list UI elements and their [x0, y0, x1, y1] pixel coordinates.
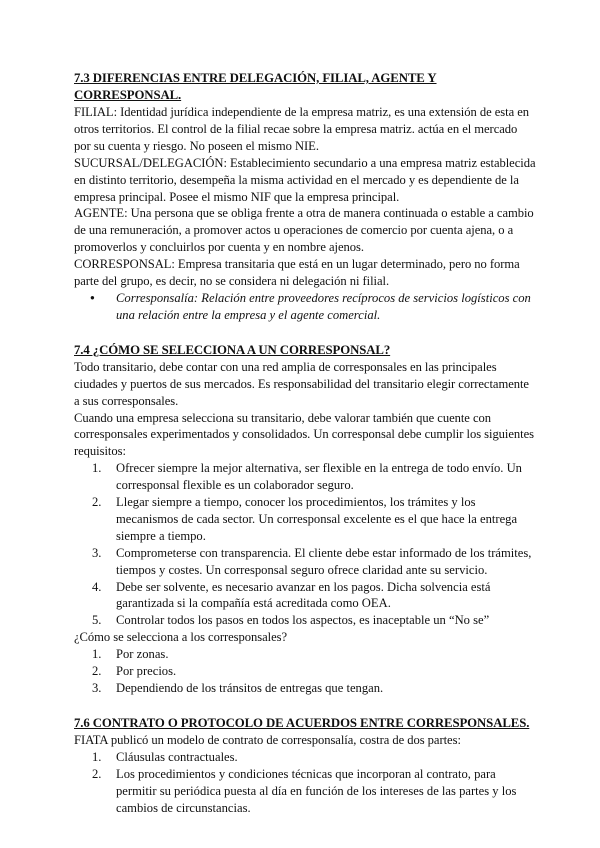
section-heading: 7.3 DIFERENCIAS ENTRE DELEGACIÓN, FILIAL, AGENTE Y CORRESPONSAL.	[74, 71, 437, 102]
section-7-6	[74, 715, 536, 817]
selection-question: ¿Cómo se selecciona a los corresponsales?	[74, 630, 288, 645]
list-item-text: Llegar siempre a tiempo, conocer los procedimientos, los trámites y los mecanismos de cada sector. Un corresponsal excelente es el que hace la entrega siempre a tiempo.	[116, 495, 518, 543]
section-heading: 7.6 CONTRATO O PROTOCOLO DE ACUERDOS ENTRE CORRESPONSALES.	[74, 715, 530, 730]
selection-list	[74, 646, 536, 697]
list-item-text: Cláusulas contractuales.	[116, 749, 238, 764]
list-item-text: Dependiendo de los tránsitos de entregas que tengan.	[116, 681, 384, 695]
list-number: 3.	[92, 545, 102, 560]
list-number: 2.	[92, 766, 102, 781]
section-heading: 7.4 ¿CÓMO SE SELECCIONA A UN CORRESPONSAL?	[74, 342, 391, 357]
list-number: 5.	[92, 613, 102, 628]
list-item	[92, 749, 536, 766]
list-number: 1.	[92, 647, 102, 662]
paragraph-corresponsal: CORRESPONSAL: Empresa transitaria que está en un lugar determinado, pero no forma parte del grupo, es decir, no se considera ni delegación ni filial.	[74, 257, 520, 289]
requirements-list	[74, 460, 536, 629]
list-item-text: Por precios.	[116, 664, 177, 679]
list-item	[92, 680, 536, 697]
list-item	[92, 646, 536, 663]
paragraph-intro: Todo transitario, debe contar con una red amplia de corresponsales en las principales ciudades y puertos de sus mercados. Es responsabilidad del transitario elegir correctamente a sus corresponsales.	[74, 359, 529, 408]
list-item-text: Los procedimientos y condiciones técnicas que incorporan al contrato, para permitir su periódica puesta al día en función de los intereses de las partes y los cambios de circunstancias.	[116, 766, 517, 815]
list-item-text: Comprometerse con transparencia. El cliente debe estar informado de los trámites, tiempos y costes. Un corresponsal seguro ofrece claridad ante su servicio.	[116, 545, 532, 577]
list-number: 2.	[92, 664, 102, 679]
bullet-item-corresponsalia: ● Corresponsalía: Relación entre proveedores recíprocos de servicios logísticos con una relación entre la empresa y el agente comercial.	[116, 290, 536, 324]
contract-parts-list	[74, 749, 536, 817]
section-7-4	[74, 342, 536, 697]
list-item-text: Por zonas.	[116, 647, 169, 662]
list-number: 1.	[92, 749, 102, 764]
paragraph-sucursal: SUCURSAL/DELEGACIÓN: Establecimiento secundario a una empresa matriz establecida en distinto territorio, desempeña la misma actividad en el mercado y es dependiente de la empresa principal. Posee el mismo NIF que la empresa principal.	[74, 155, 536, 204]
paragraph-agente: AGENTE: Una persona que se obliga frente a otra de manera continuada o estable a cambio de una remuneración, a promover actos u operaciones de comercio por cuenta ajena, o a promoverlos y concluirlos por cuenta y en nombre ajenos.	[74, 206, 534, 255]
bullet-list	[74, 290, 536, 324]
list-item	[92, 766, 536, 817]
paragraph-fiata: FIATA publicó un modelo de contrato de corresponsalía, costra de dos partes:	[74, 732, 461, 747]
paragraph-filial: FILIAL: Identidad jurídica independiente de la empresa matriz, es una extensión de esta en otros territorios. El control de la filial recae sobre la empresa matriz. actúa en el mercado por su cuenta y riesgo. No poseen el mismo NIE.	[74, 105, 530, 153]
document-page	[74, 70, 536, 816]
paragraph-requisitos: Cuando una empresa selecciona su transitario, debe valorar también que cuente con corresponsales experimentados y consolidados. Un corresponsal debe cumplir los siguientes requisitos:	[74, 410, 535, 459]
list-number: 3.	[92, 681, 102, 695]
list-item	[92, 545, 536, 579]
list-item	[92, 460, 536, 494]
list-item-text: Controlar todos los pasos en todos los aspectos, es inaceptable un “No se”	[116, 613, 490, 628]
list-item	[92, 663, 536, 680]
list-item-text: Ofrecer siempre la mejor alternativa, ser flexible en la entrega de todo envío. Un corresponsal flexible es un colaborador seguro.	[116, 461, 522, 493]
list-item-text: Debe ser solvente, es necesario avanzar en los pagos. Dicha solvencia está garantizada si la compañía está acreditada como OEA.	[116, 579, 491, 611]
section-7-3	[74, 70, 536, 324]
list-number: 1.	[92, 461, 102, 476]
list-item	[92, 494, 536, 545]
list-number: 4.	[92, 579, 102, 594]
list-item	[92, 579, 536, 613]
list-item	[92, 612, 536, 629]
list-number: 2.	[92, 495, 102, 510]
